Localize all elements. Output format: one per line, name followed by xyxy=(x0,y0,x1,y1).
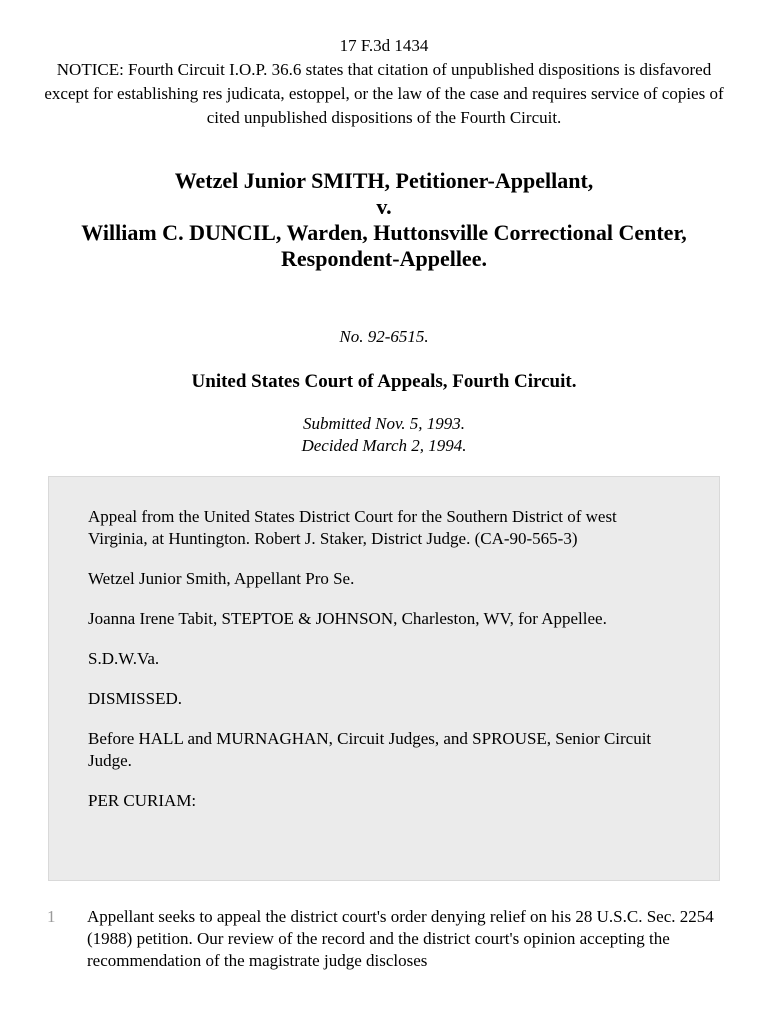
submitted-date: Submitted Nov. 5, 1993. xyxy=(302,414,466,433)
paragraph-number: 1 xyxy=(47,907,56,926)
appellant-counsel: Wetzel Junior Smith, Appellant Pro Se. xyxy=(88,569,355,588)
docket-number: No. 92-6515. xyxy=(339,327,429,346)
versus-label: v. xyxy=(376,194,392,219)
panel-text: Before HALL and MURNAGHAN, Circuit Judges, and SPROUSE, Senior Circuit Judge. xyxy=(88,729,652,770)
court-name: United States Court of Appeals, Fourth Circuit. xyxy=(191,371,577,392)
case-caption xyxy=(40,168,728,272)
decided-date: Decided March 2, 1994. xyxy=(301,436,467,455)
district-label: S.D.W.Va. xyxy=(88,649,160,668)
opinion-paragraph: Appellant seeks to appeal the district court's order denying relief on his 28 U.S.C. Sec. 2254 (1988) petition. Our review of the record and the district court's opinion accepting the recommendation of the magistrate judge discloses xyxy=(87,907,714,970)
document-header xyxy=(40,34,728,130)
unpublished-notice: NOTICE: Fourth Circuit I.O.P. 36.6 states that citation of unpublished dispositions is disfavored except for establishing res judicata, estoppel, or the law of the case and requires service of copies of cited unpublished dispositions of the Fourth Circuit. xyxy=(44,60,724,127)
respondent-name: William C. DUNCIL, Warden, Huttonsville Correctional Center, xyxy=(81,220,687,245)
disposition-label: DISMISSED. xyxy=(88,689,182,708)
case-summary-box xyxy=(48,476,720,881)
appellee-counsel: Joanna Irene Tabit, STEPTOE & JOHNSON, Charleston, WV, for Appellee. xyxy=(88,609,607,628)
reporter-citation: 17 F.3d 1434 xyxy=(339,36,429,55)
appeal-from-text: Appeal from the United States District Court for the Southern District of west Virginia, at Huntington. Robert J. Staker, District Judge. (CA-90-565-3) xyxy=(88,507,617,548)
case-dates xyxy=(0,413,768,457)
petitioner-name: Wetzel Junior SMITH, Petitioner-Appellant, xyxy=(174,168,594,193)
per-curiam-label: PER CURIAM: xyxy=(88,791,197,810)
respondent-role: Respondent-Appellee. xyxy=(281,246,487,271)
